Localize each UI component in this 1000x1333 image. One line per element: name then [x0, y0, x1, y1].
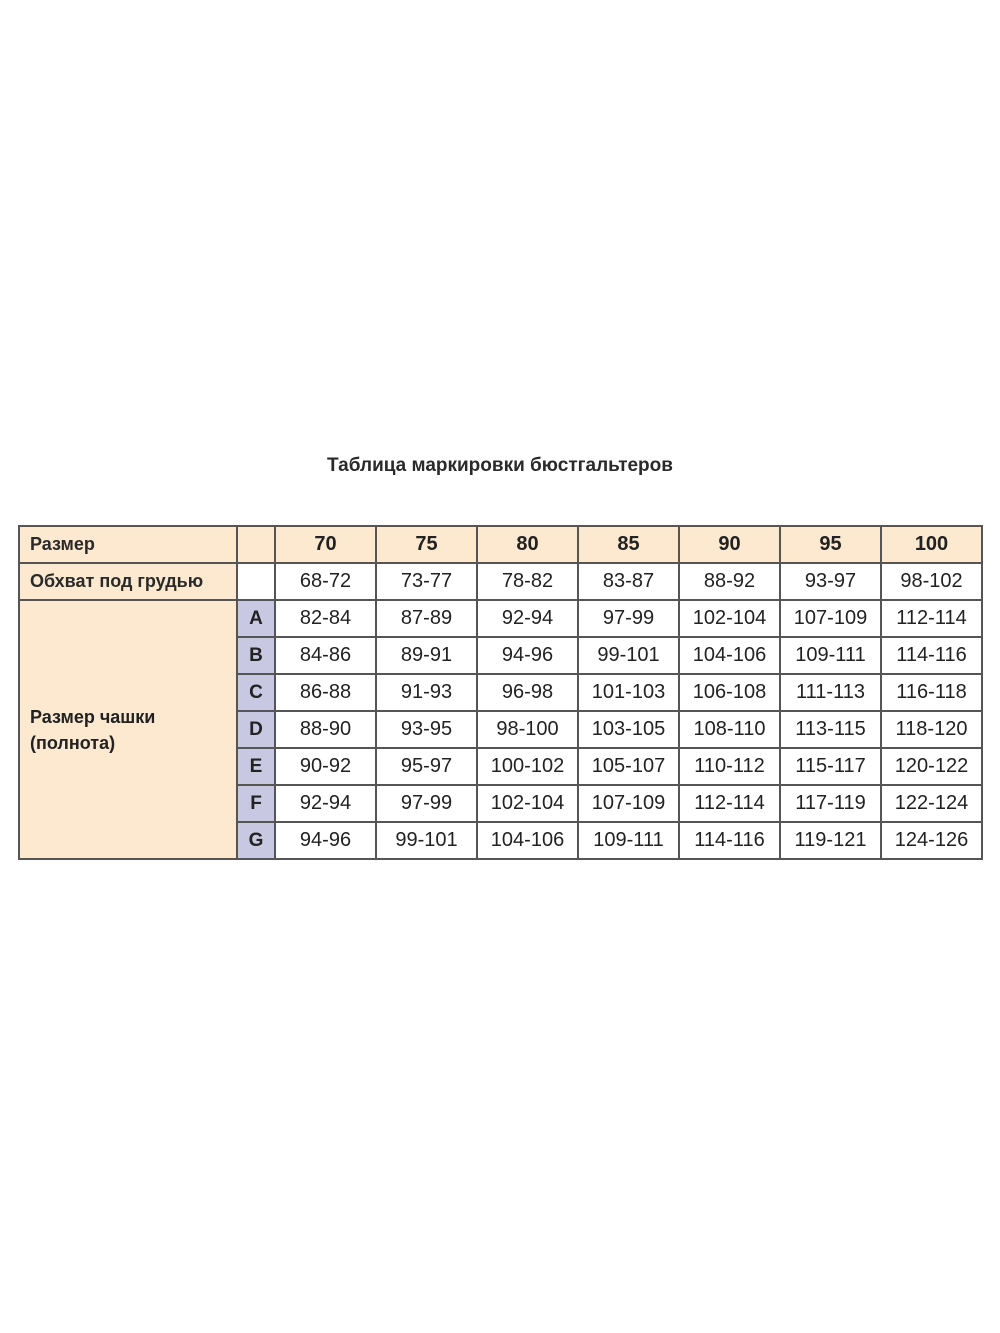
blank-cell [237, 563, 275, 600]
bust-range-cell: 109-111 [780, 637, 881, 674]
bust-range-cell: 107-109 [578, 785, 679, 822]
size-cell: 80 [477, 526, 578, 563]
underbust-cell: 78-82 [477, 563, 578, 600]
cup-letter-cell: E [237, 748, 275, 785]
bust-range-cell: 96-98 [477, 674, 578, 711]
bust-range-cell: 90-92 [275, 748, 376, 785]
bust-range-cell: 87-89 [376, 600, 477, 637]
underbust-cell: 73-77 [376, 563, 477, 600]
underbust-label: Обхват под грудью [19, 563, 237, 600]
bust-range-cell: 88-90 [275, 711, 376, 748]
bust-range-cell: 102-104 [679, 600, 780, 637]
cup-letter-cell: A [237, 600, 275, 637]
bust-range-cell: 92-94 [477, 600, 578, 637]
underbust-row [19, 563, 982, 600]
size-cell: 95 [780, 526, 881, 563]
bust-range-cell: 94-96 [275, 822, 376, 859]
cup-letter-cell: G [237, 822, 275, 859]
bust-range-cell: 97-99 [578, 600, 679, 637]
bust-range-cell: 91-93 [376, 674, 477, 711]
bust-range-cell: 101-103 [578, 674, 679, 711]
bust-range-cell: 93-95 [376, 711, 477, 748]
bust-range-cell: 82-84 [275, 600, 376, 637]
bust-range-cell: 109-111 [578, 822, 679, 859]
bust-range-cell: 104-106 [477, 822, 578, 859]
bust-range-cell: 124-126 [881, 822, 982, 859]
cup-letter-cell: B [237, 637, 275, 674]
size-cell: 90 [679, 526, 780, 563]
size-cell: 70 [275, 526, 376, 563]
size-row [19, 526, 982, 563]
bust-range-cell: 94-96 [477, 637, 578, 674]
bust-range-cell: 120-122 [881, 748, 982, 785]
bust-range-cell: 97-99 [376, 785, 477, 822]
bust-range-cell: 112-114 [679, 785, 780, 822]
underbust-cell: 88-92 [679, 563, 780, 600]
size-cell: 100 [881, 526, 982, 563]
bust-range-cell: 110-112 [679, 748, 780, 785]
bra-size-table [18, 525, 983, 860]
cup-row [19, 600, 982, 637]
bust-range-cell: 112-114 [881, 600, 982, 637]
bust-range-cell: 99-101 [578, 637, 679, 674]
bust-range-cell: 102-104 [477, 785, 578, 822]
cup-size-label [19, 600, 237, 859]
bust-range-cell: 107-109 [780, 600, 881, 637]
underbust-cell: 98-102 [881, 563, 982, 600]
blank-cell [237, 526, 275, 563]
bust-range-cell: 95-97 [376, 748, 477, 785]
bust-range-cell: 100-102 [477, 748, 578, 785]
size-label: Размер [19, 526, 237, 563]
bust-range-cell: 119-121 [780, 822, 881, 859]
cup-letter-cell: D [237, 711, 275, 748]
bust-range-cell: 105-107 [578, 748, 679, 785]
cup-size-label-line2: (полнота) [30, 732, 116, 753]
bust-range-cell: 84-86 [275, 637, 376, 674]
bust-range-cell: 104-106 [679, 637, 780, 674]
bust-range-cell: 115-117 [780, 748, 881, 785]
bust-range-cell: 116-118 [881, 674, 982, 711]
bust-range-cell: 98-100 [477, 711, 578, 748]
bust-range-cell: 99-101 [376, 822, 477, 859]
bust-range-cell: 86-88 [275, 674, 376, 711]
underbust-cell: 68-72 [275, 563, 376, 600]
cup-letter-cell: F [237, 785, 275, 822]
bust-range-cell: 122-124 [881, 785, 982, 822]
bust-range-cell: 118-120 [881, 711, 982, 748]
bust-range-cell: 103-105 [578, 711, 679, 748]
underbust-cell: 83-87 [578, 563, 679, 600]
cup-letter-cell: C [237, 674, 275, 711]
bust-range-cell: 114-116 [679, 822, 780, 859]
underbust-cell: 93-97 [780, 563, 881, 600]
bust-range-cell: 89-91 [376, 637, 477, 674]
size-cell: 85 [578, 526, 679, 563]
bust-range-cell: 111-113 [780, 674, 881, 711]
bust-range-cell: 108-110 [679, 711, 780, 748]
cup-size-label-line1: Размер чашки [30, 706, 156, 727]
table-body [19, 526, 982, 859]
page-title: Таблица маркировки бюстгальтеров [327, 455, 673, 476]
bust-range-cell: 117-119 [780, 785, 881, 822]
bust-range-cell: 106-108 [679, 674, 780, 711]
size-cell: 75 [376, 526, 477, 563]
bust-range-cell: 92-94 [275, 785, 376, 822]
bust-range-cell: 113-115 [780, 711, 881, 748]
bust-range-cell: 114-116 [881, 637, 982, 674]
